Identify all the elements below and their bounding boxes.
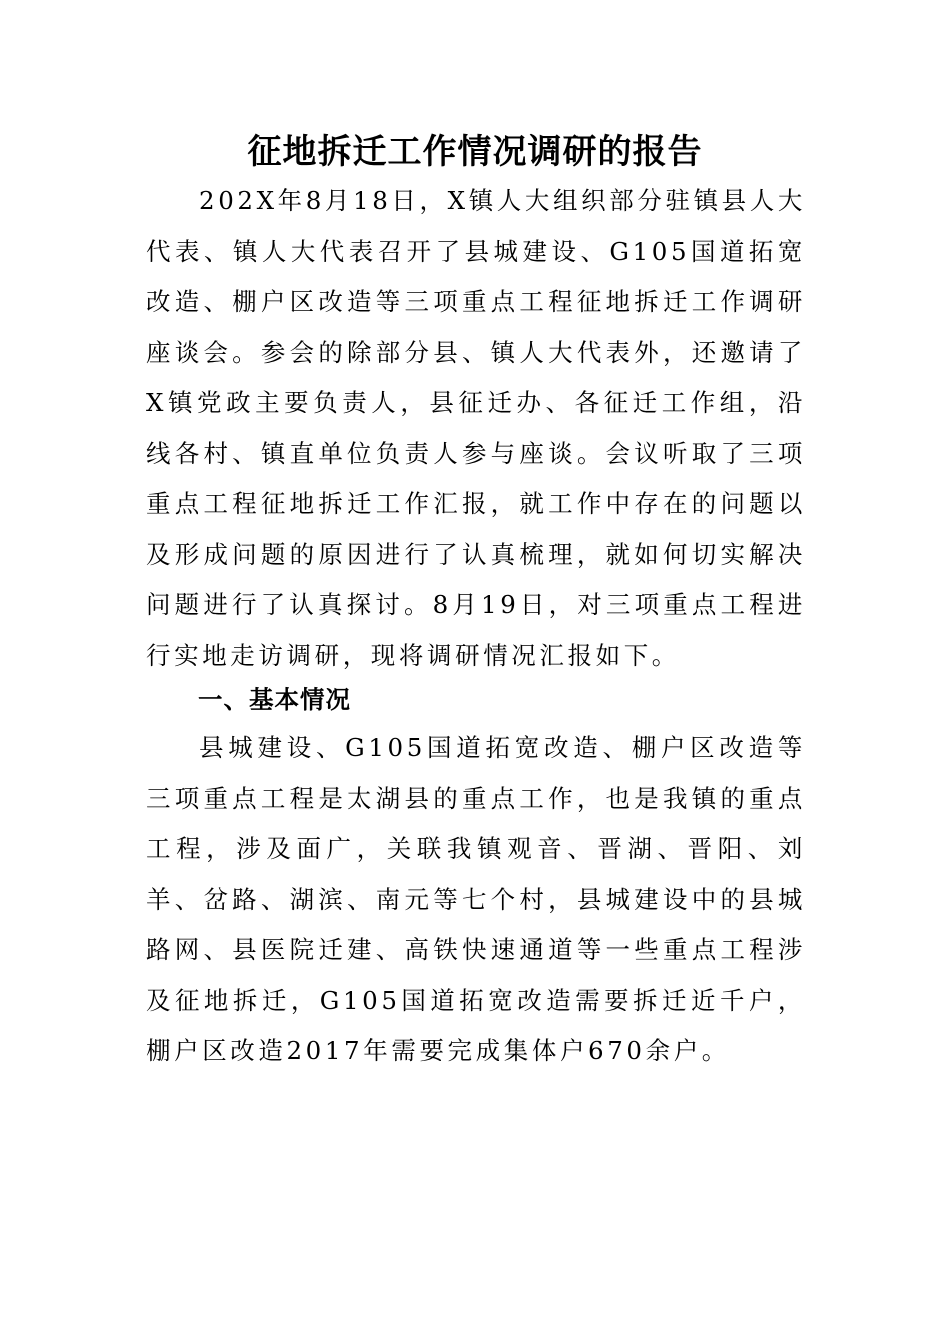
- basic-situation-paragraph: 县城建设、G105国道拓宽改造、棚户区改造等三项重点工程是太湖县的重点工作，也是我镇的重点工程，涉及面广，关联我镇观音、晋湖、晋阳、刘羊、岔路、湖滨、南元等七个村，县城建设中的县城路网、县医院迁建、高铁快速通道等一些重点工程涉及征地拆迁，G105国道拓宽改造需要拆迁近千户，棚户区改造2017年需要完成集体户670余户。: [146, 733, 806, 1065]
- section-heading-basic-situation: 一、基本情况: [198, 685, 351, 714]
- intro-paragraph: 202X年8月18日，X镇人大组织部分驻镇县人大代表、镇人大代表召开了县城建设、G105国道拓宽改造、棚户区改造等三项重点工程征地拆迁工作调研座谈会。参会的除部分县、镇人大代表外，还邀请了X镇党政主要负责人，县征迁办、各征迁工作组，沿线各村、镇直单位负责人参与座谈。会议听取了三项重点工程征地拆迁工作汇报，就工作中存在的问题以及形成问题的原因进行了认真梳理，就如何切实解决问题进行了认真探讨。8月19日，对三项重点工程进行实地走访调研，现将调研情况汇报如下。: [146, 186, 806, 670]
- document-title: 征地拆迁工作情况调研的报告: [247, 132, 703, 172]
